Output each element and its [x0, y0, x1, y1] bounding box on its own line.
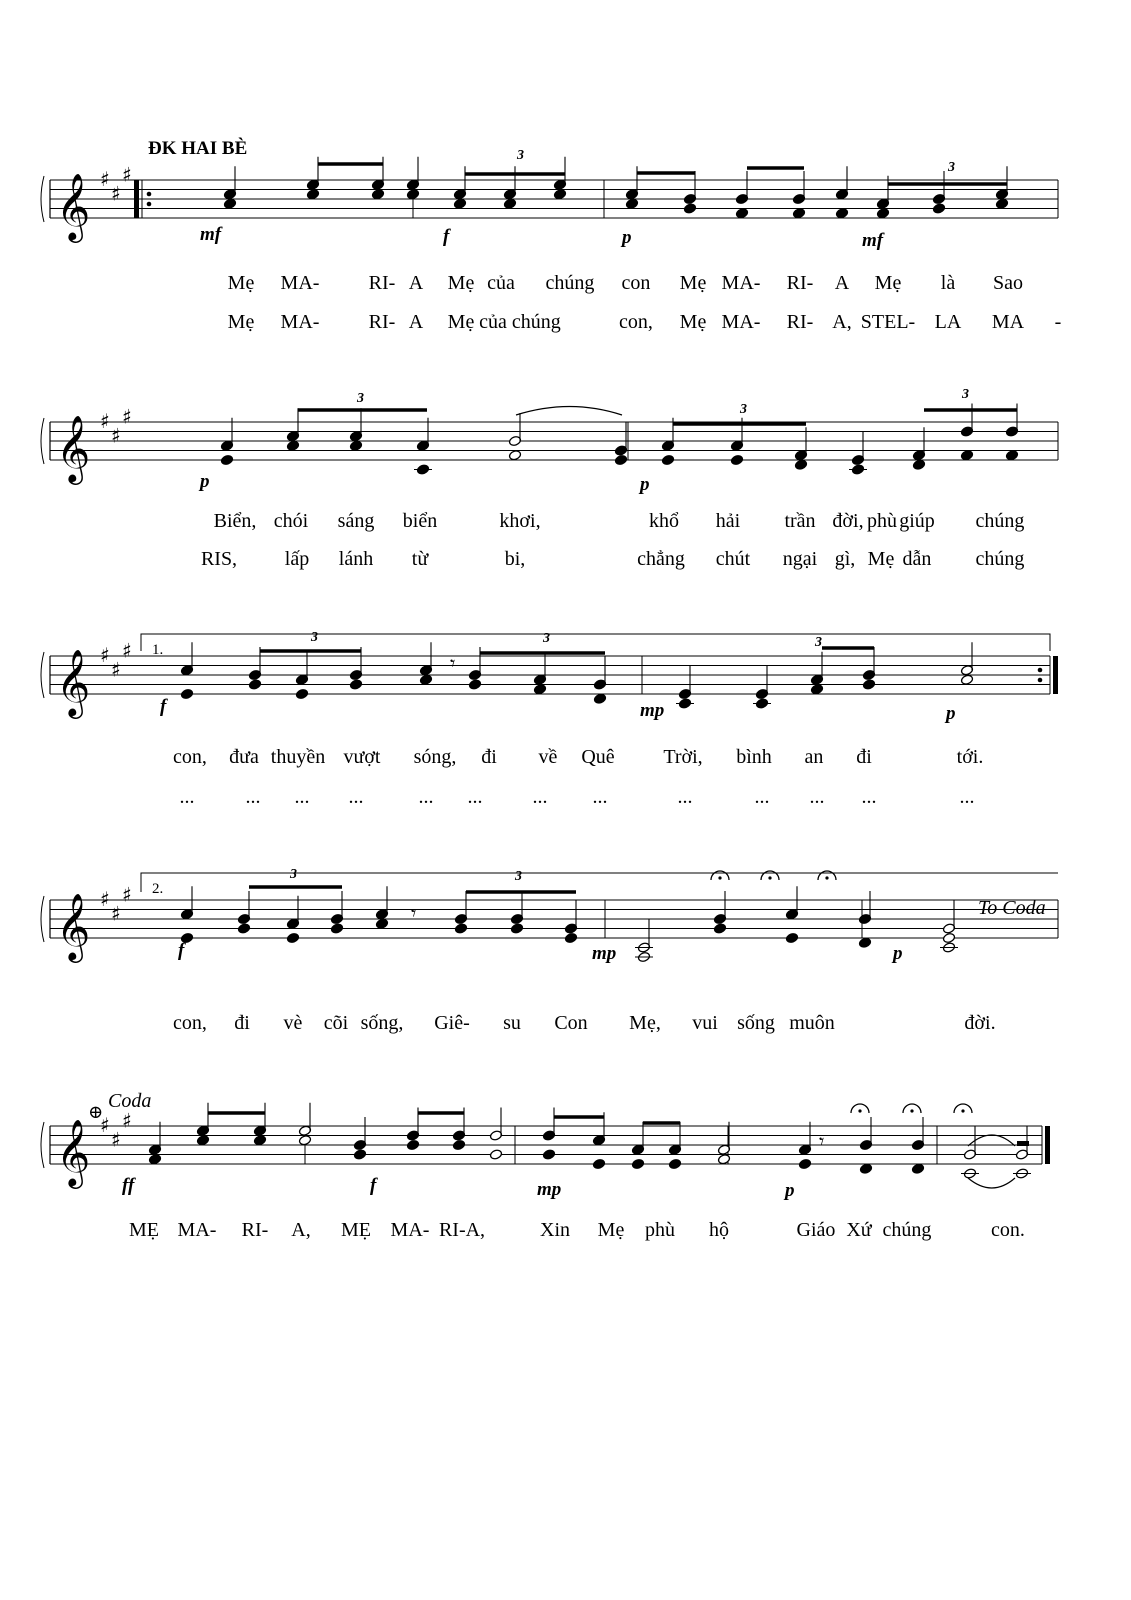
lyric-syllable: -: [1054, 311, 1062, 333]
notehead: [614, 454, 627, 465]
notehead: [932, 203, 945, 214]
lyric-syllable: gì,: [834, 548, 856, 570]
notehead: [835, 208, 848, 219]
notehead: [253, 1135, 266, 1146]
notehead: [286, 932, 299, 943]
triplet-number: 3: [815, 635, 822, 650]
notehead: [785, 932, 798, 943]
notehead: [1005, 450, 1018, 461]
triplet-number: 3: [517, 148, 524, 163]
triplet-number: 3: [311, 630, 318, 645]
triplet-number: 3: [948, 160, 955, 175]
lyric-syllable: tới.: [956, 746, 984, 768]
triplet-number: 3: [515, 869, 522, 884]
treble-clef-icon: 𝄞: [56, 172, 91, 240]
dynamic-marking: p: [622, 227, 632, 248]
lyric-syllable: phù: [645, 1219, 675, 1241]
sharp-icon: ♯: [111, 1127, 121, 1152]
notehead: [960, 450, 973, 461]
lyric-syllable: là: [940, 272, 956, 294]
notehead: [406, 189, 419, 200]
lyric-syllable: Mẹ: [227, 311, 255, 333]
notehead: [452, 1139, 465, 1150]
notehead: [248, 679, 261, 690]
notehead: [196, 1135, 209, 1146]
triplet-number: 3: [290, 867, 297, 882]
sharp-icon: ♯: [111, 657, 121, 682]
notehead: [353, 1149, 366, 1160]
lyric-syllable: thuyền: [270, 746, 326, 768]
notehead: [859, 1163, 872, 1174]
lyric-syllable: muôn: [789, 1012, 835, 1034]
lyric-syllable: sáng: [337, 510, 375, 532]
notehead: [792, 208, 805, 219]
lyric-syllable: chói: [273, 510, 309, 532]
fermata-dot: [768, 876, 771, 879]
lyric-syllable: chúng: [882, 1219, 932, 1241]
section-title: ĐK HAI BÈ: [148, 138, 248, 159]
notehead: [876, 208, 889, 219]
notehead: [593, 693, 606, 704]
lyric-syllable: chút: [715, 548, 751, 570]
lyric-syllable: ...: [592, 786, 608, 808]
lyric-syllable: ...: [532, 786, 548, 808]
lyric-syllable: MA-: [721, 272, 761, 294]
sharp-icon: ♯: [111, 901, 121, 926]
lyric-syllable: MA-: [280, 272, 320, 294]
sharp-icon: ♯: [100, 409, 110, 433]
lyric-syllable: an: [804, 746, 824, 768]
notehead: [503, 198, 516, 209]
lyric-syllable: của: [487, 272, 515, 294]
dynamic-marking: mf: [862, 230, 884, 251]
lyric-syllable: đưa: [229, 746, 259, 768]
notehead: [683, 203, 696, 214]
lyric-syllable: chúng: [975, 548, 1025, 570]
lyric-syllable: ngại: [782, 548, 818, 570]
treble-clef-icon: 𝄞: [56, 414, 91, 482]
triplet-number: 3: [962, 387, 969, 402]
lyric-syllable: lánh: [338, 548, 374, 570]
lyric-syllable: đời,: [832, 510, 864, 532]
lyric-syllable: sóng,: [413, 746, 457, 768]
notehead: [735, 208, 748, 219]
notehead: [862, 679, 875, 690]
lyric-syllable: ...: [294, 786, 310, 808]
volta-label-1: 1.: [152, 642, 164, 658]
sharp-icon: ♯: [122, 638, 132, 663]
staff-brace: [41, 896, 44, 942]
lyric-syllable: Giê-: [434, 1012, 470, 1034]
tie-arc: [516, 407, 622, 416]
repeat-dot: [147, 192, 152, 197]
lyric-syllable: Xứ: [846, 1219, 872, 1241]
eighth-rest-icon: 𝄾: [450, 651, 456, 675]
notehead: [510, 923, 523, 934]
sharp-icon: ♯: [122, 404, 132, 429]
notehead: [542, 1149, 555, 1160]
lyric-syllable: con.: [991, 1219, 1025, 1241]
fermata-dot: [718, 876, 721, 879]
volta-bracket-2: [141, 873, 1058, 892]
triplet-number: 3: [543, 631, 550, 646]
lyric-syllable: biển: [402, 510, 438, 532]
lyric-syllable: cõi: [323, 1012, 349, 1034]
sharp-icon: ♯: [111, 181, 121, 206]
lyric-syllable: ...: [861, 786, 877, 808]
notehead: [533, 684, 546, 695]
notehead: [508, 450, 521, 461]
notehead: [371, 189, 384, 200]
notehead: [349, 679, 362, 690]
lyric-syllable: ...: [418, 786, 434, 808]
dynamic-marking: p: [893, 943, 903, 964]
lyric-syllable: sống: [737, 1012, 775, 1034]
lyric-syllable: ...: [179, 786, 195, 808]
triplet-number: 3: [740, 402, 747, 417]
repeat-dot: [1038, 678, 1043, 683]
lyric-syllable: RI-: [368, 272, 396, 294]
lyric-syllable: ...: [959, 786, 975, 808]
lyric-syllable: sống,: [360, 1012, 404, 1034]
eighth-rest-icon: 𝄾: [819, 1129, 825, 1153]
notehead: [960, 674, 973, 685]
eighth-rest-icon: 𝄾: [411, 901, 417, 925]
notehead: [631, 1158, 644, 1169]
sharp-icon: ♯: [122, 882, 132, 907]
notehead: [306, 189, 319, 200]
lyric-syllable: đi: [856, 746, 872, 768]
staff-brace: [41, 652, 44, 698]
lyric-syllable: vượt: [343, 746, 381, 768]
coda-label: Coda: [108, 1090, 152, 1112]
notehead: [406, 1139, 419, 1150]
volta-bracket-1: [141, 634, 1050, 651]
lyric-syllable: Sao: [993, 272, 1023, 294]
final-barline: [1053, 656, 1058, 694]
lyric-syllable: ...: [467, 786, 483, 808]
dynamic-marking: f: [178, 940, 185, 961]
fermata-dot: [910, 1109, 913, 1112]
lyric-syllable: con,: [173, 746, 207, 768]
notehead: [220, 454, 233, 465]
lyric-syllable: đời.: [964, 1012, 996, 1034]
sharp-icon: ♯: [100, 167, 110, 191]
notehead: [468, 679, 481, 690]
final-barline: [1045, 1126, 1050, 1164]
volta-label-2: 2.: [152, 881, 164, 897]
lyric-syllable: MẸ: [341, 1219, 371, 1241]
lyric-syllable: Mẹ: [597, 1219, 625, 1241]
lyric-syllable: Biển,: [213, 510, 257, 532]
lyric-syllable: RI-: [786, 311, 814, 333]
notehead: [713, 923, 726, 934]
dynamic-marking: f: [443, 226, 450, 247]
notehead: [286, 440, 299, 451]
lyric-syllable: Mẹ,: [629, 1012, 661, 1034]
lyric-syllable: con,: [173, 1012, 207, 1034]
notehead: [668, 1158, 681, 1169]
notehead: [553, 189, 566, 200]
lyric-syllable: dẫn: [902, 548, 932, 570]
lyric-syllable: MẸ: [129, 1219, 159, 1241]
notehead: [730, 454, 743, 465]
dynamic-marking: f: [370, 1175, 377, 1196]
sharp-icon: ♯: [122, 162, 132, 187]
repeat-start-barline: [134, 180, 139, 218]
lyric-syllable: bi,: [504, 548, 526, 570]
lyric-syllable: A: [408, 311, 424, 333]
lyric-syllable: vui: [692, 1012, 718, 1034]
notehead: [375, 918, 388, 929]
coda-icon: ⊕: [88, 1102, 104, 1122]
notehead: [180, 688, 193, 699]
lyric-syllable: trần: [784, 510, 816, 532]
lyric-syllable: từ: [411, 548, 429, 570]
to-coda-label: To Coda: [978, 897, 1046, 919]
notehead: [349, 440, 362, 451]
lyric-syllable: Trời,: [663, 746, 703, 768]
sharp-icon: ♯: [111, 423, 121, 448]
lyric-syllable: ...: [677, 786, 693, 808]
dynamic-marking: p: [785, 1180, 795, 1201]
fermata-dot: [825, 876, 828, 879]
lyric-syllable: hải: [715, 510, 741, 532]
lyric-syllable: Mẹ: [867, 548, 895, 570]
lyric-syllable: con: [621, 272, 651, 294]
tie-arc: [968, 1178, 1015, 1188]
lyric-syllable: của chúng: [479, 311, 561, 333]
lyric-syllable: ...: [809, 786, 825, 808]
lyric-syllable: Mẹ: [679, 272, 707, 294]
notehead: [237, 923, 250, 934]
dynamic-marking: p: [640, 474, 650, 495]
lyric-syllable: hộ: [709, 1219, 729, 1241]
notehead: [625, 198, 638, 209]
lyric-syllable: phù: [867, 510, 897, 532]
staff-brace: [41, 418, 44, 464]
lyric-syllable: khổ: [649, 510, 679, 532]
notehead: [453, 198, 466, 209]
lyric-syllable: RI-: [368, 311, 396, 333]
lyric-syllable: Mẹ: [227, 272, 255, 294]
notehead: [794, 459, 807, 470]
lyric-syllable: MA-: [390, 1219, 430, 1241]
notehead: [911, 1163, 924, 1174]
lyric-syllable: MA: [991, 311, 1025, 333]
triplet-number: 3: [357, 391, 364, 406]
notehead: [810, 684, 823, 695]
lyric-syllable: LA: [934, 311, 962, 333]
notehead: [148, 1154, 161, 1165]
lyric-syllable: STEL-: [860, 311, 916, 333]
staff-brace: [41, 176, 44, 222]
notehead: [592, 1158, 605, 1169]
lyric-syllable: con,: [619, 311, 653, 333]
lyric-syllable: lấp: [284, 548, 310, 570]
lyric-syllable: giúp: [899, 510, 935, 532]
lyric-syllable: vè: [283, 1012, 303, 1034]
lyric-syllable: MA-: [721, 311, 761, 333]
lyric-syllable: Mẹ: [447, 311, 475, 333]
lyric-syllable: Quê: [581, 746, 615, 768]
lyric-syllable: chẳng: [637, 548, 685, 570]
lyric-syllable: Mẹ: [874, 272, 902, 294]
lyric-syllable: A: [408, 272, 424, 294]
repeat-dot: [1038, 668, 1043, 673]
dynamic-marking: f: [160, 696, 167, 717]
lyric-syllable: RI-: [786, 272, 814, 294]
lyric-syllable: đi: [481, 746, 497, 768]
lyric-syllable: Mẹ: [447, 272, 475, 294]
lyric-syllable: MA-: [280, 311, 320, 333]
lyric-syllable: khơi,: [499, 510, 541, 532]
notehead: [798, 1158, 811, 1169]
sharp-icon: ♯: [100, 1113, 110, 1137]
lyric-syllable: Giáo: [796, 1219, 836, 1241]
notehead: [912, 459, 925, 470]
notehead: [717, 1154, 730, 1165]
dynamic-marking: p: [946, 703, 956, 724]
notehead: [223, 198, 236, 209]
treble-clef-icon: 𝄞: [56, 892, 91, 960]
fermata-dot: [858, 1109, 861, 1112]
sharp-icon: ♯: [100, 643, 110, 667]
notehead: [995, 198, 1008, 209]
lyric-syllable: RIS,: [200, 548, 238, 570]
fermata-dot: [961, 1109, 964, 1112]
lyric-syllable: A,: [832, 311, 852, 333]
treble-clef-icon: 𝄞: [56, 1118, 91, 1186]
notehead: [330, 923, 343, 934]
lyric-syllable: chúng: [975, 510, 1025, 532]
lyric-syllable: về: [538, 746, 558, 768]
dynamic-marking: mp: [592, 943, 617, 964]
notehead: [295, 688, 308, 699]
lyric-syllable: A,: [291, 1219, 311, 1241]
lyric-syllable: RI-A,: [438, 1219, 486, 1241]
repeat-dot: [147, 202, 152, 207]
treble-clef-icon: 𝄞: [56, 648, 91, 716]
lyric-syllable: A: [834, 272, 850, 294]
lyric-syllable: Con: [554, 1012, 588, 1034]
lyric-syllable: RI-: [241, 1219, 269, 1241]
notehead: [661, 454, 674, 465]
dynamic-marking: mf: [200, 224, 222, 245]
staff-brace: [41, 1122, 44, 1168]
sharp-icon: ♯: [100, 887, 110, 911]
half-rest-icon: [1017, 1141, 1029, 1146]
lyric-syllable: ...: [245, 786, 261, 808]
notehead: [489, 1149, 502, 1160]
notehead: [298, 1135, 311, 1146]
lyric-syllable: su: [503, 1012, 521, 1034]
dynamic-marking: p: [200, 471, 210, 492]
notehead: [454, 923, 467, 934]
notehead: [858, 937, 871, 948]
notehead: [419, 674, 432, 685]
notehead: [564, 932, 577, 943]
lyric-syllable: bình: [736, 746, 772, 768]
lyric-syllable: Xin: [540, 1219, 570, 1241]
dynamic-marking: ff: [122, 1175, 135, 1196]
notehead: [942, 932, 955, 943]
lyric-syllable: Mẹ: [679, 311, 707, 333]
sharp-icon: ♯: [122, 1108, 132, 1133]
lyric-syllable: MA-: [177, 1219, 217, 1241]
dynamic-marking: mp: [537, 1179, 562, 1200]
lyric-syllable: ...: [348, 786, 364, 808]
lyric-syllable: ...: [754, 786, 770, 808]
lyric-syllable: đi: [234, 1012, 250, 1034]
lyric-syllable: chúng: [545, 272, 595, 294]
dynamic-marking: mp: [640, 700, 665, 721]
